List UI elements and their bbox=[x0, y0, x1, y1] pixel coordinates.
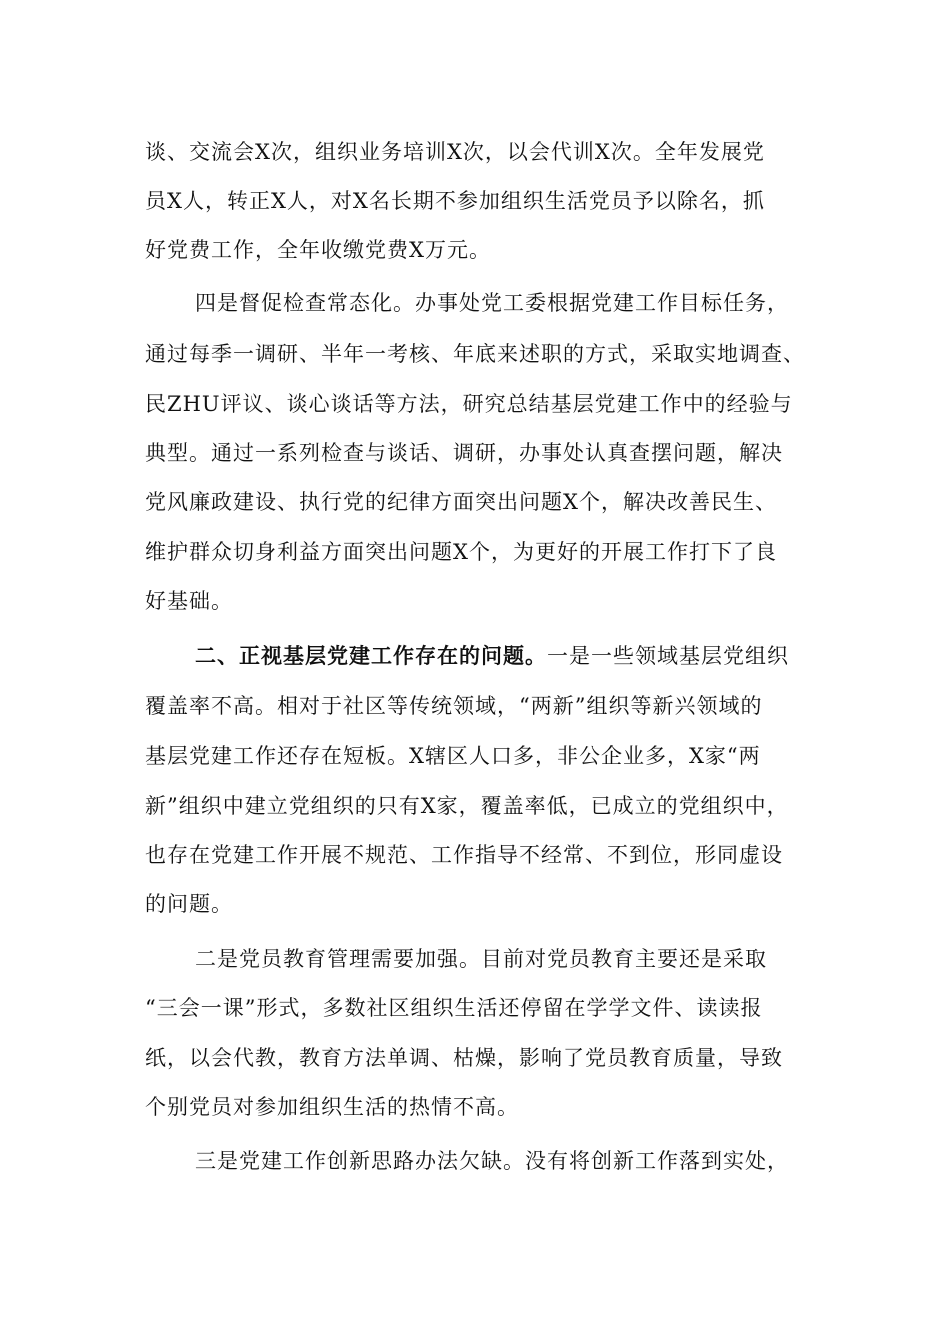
text-line: 覆盖率不高。相对于社区等传统领域，“两新”组织等新兴领域的 bbox=[145, 694, 763, 718]
text-line: 三是党建工作创新思路办法欠缺。没有将创新工作落到实处， bbox=[195, 1149, 789, 1173]
text-line: 员X人，转正X人，对X名长期不参加组织生活党员予以除名，抓 bbox=[145, 189, 765, 213]
text-line: 新”组织中建立党组织的只有X家，覆盖率低，已成立的党组织中， bbox=[145, 794, 789, 818]
text-line: 的问题。 bbox=[145, 892, 233, 916]
text-line: 好党费工作，全年收缴党费X万元。 bbox=[145, 238, 491, 262]
text-line: 党风廉政建设、执行党的纪律方面突出问题X个，解决改善民生、 bbox=[145, 490, 777, 514]
text-line: 纸，以会代教，教育方法单调、枯燥，影响了党员教育质量，导致 bbox=[145, 1046, 783, 1070]
section-heading-line bbox=[195, 641, 789, 671]
text-line: 基层党建工作还存在短板。X辖区人口多，非公企业多，X家“两 bbox=[145, 744, 761, 768]
section-heading: 二、正视基层党建工作存在的问题。 bbox=[195, 643, 547, 668]
text-line: 二是党员教育管理需要加强。目前对党员教育主要还是采取 bbox=[195, 947, 767, 971]
text-line: 个别党员对参加组织生活的热情不高。 bbox=[145, 1095, 519, 1119]
text-line: 好基础。 bbox=[145, 589, 233, 613]
text-line: “三会一课”形式，多数社区组织生活还停留在学学文件、读读报 bbox=[145, 996, 763, 1020]
text-line: 也存在党建工作开展不规范、工作指导不经常、不到位，形同虚设 bbox=[145, 843, 783, 867]
text-line: 四是督促检查常态化。办事处党工委根据党建工作目标任务， bbox=[195, 291, 789, 315]
text-line: 谈、交流会X次，组织业务培训X次，以会代训X次。全年发展党 bbox=[145, 140, 765, 164]
text-line: 维护群众切身利益方面突出问题X个，为更好的开展工作打下了良 bbox=[145, 540, 777, 564]
text-line: 民ZHU评议、谈心谈话等方法，研究总结基层党建工作中的经验与 bbox=[145, 392, 793, 416]
text-line: 典型。通过一系列检查与谈话、调研，办事处认真查摆问题，解决 bbox=[145, 441, 783, 465]
text-line: 一是一些领域基层党组织 bbox=[547, 644, 789, 668]
text-line: 通过每季一调研、半年一考核、年底来述职的方式，采取实地调查、 bbox=[145, 342, 805, 366]
